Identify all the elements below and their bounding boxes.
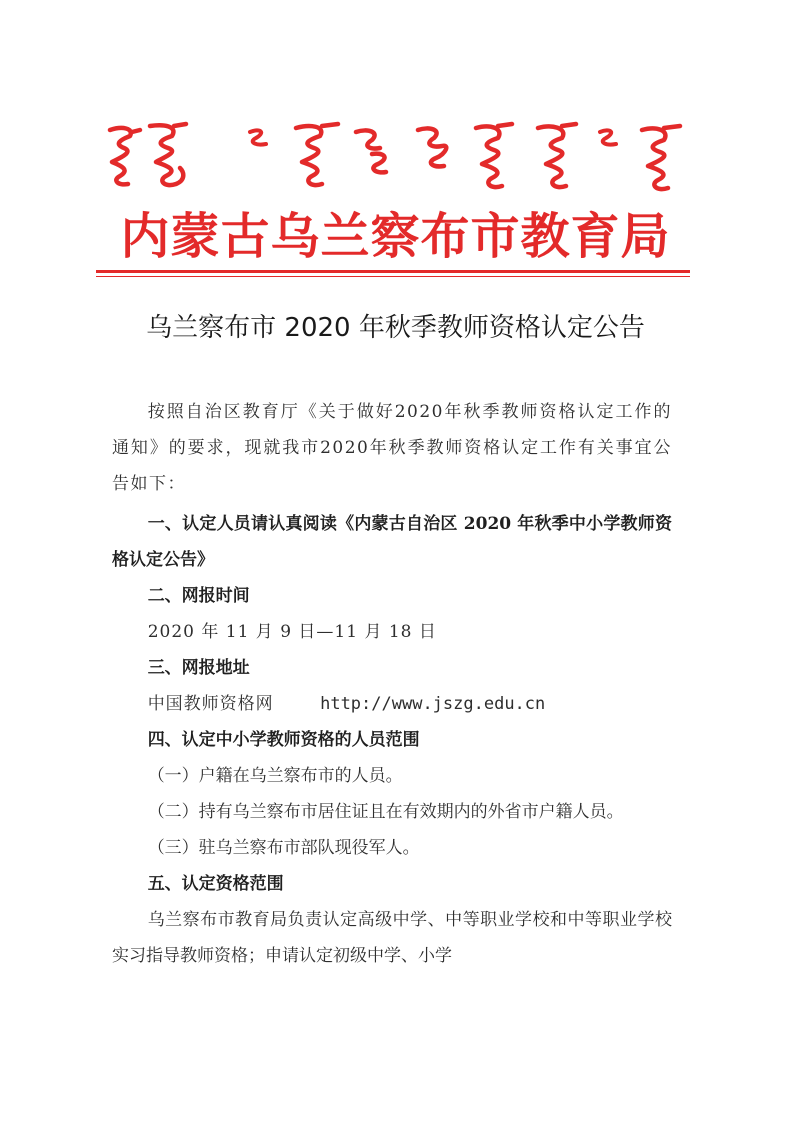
section-3-site-line	[112, 686, 672, 722]
letterhead-rule-thick	[96, 270, 690, 273]
section-5-heading: 五、认定资格范围	[147, 874, 284, 894]
section-4-heading: 四、认定中小学教师资格的人员范围	[147, 730, 420, 750]
site-url-link[interactable]: http://www.jszg.edu.cn	[320, 694, 546, 714]
section-2-content: 2020 年 11 月 9 日—11 月 18 日	[147, 622, 437, 642]
letterhead-rule-thin	[96, 276, 690, 277]
list-item: （二）持有乌兰察布市居住证且在有效期内的外省市户籍人员。	[147, 802, 624, 822]
list-item: （三）驻乌兰察布市部队现役军人。	[147, 838, 420, 858]
section-1-heading: 一、认定人员请认真阅读《内蒙古自治区 2020 年秋季中小学教师资格认定公告》	[112, 514, 672, 570]
list-item: （一）户籍在乌兰察布市的人员。	[147, 766, 403, 786]
section-2-heading: 二、网报时间	[147, 586, 250, 606]
section-5-content: 乌兰察布市教育局负责认定高级中学、中等职业学校和中等职业学校实习指导教师资格；申请认定初级中学、小学	[112, 910, 672, 966]
intro-paragraph: 按照自治区教育厅《关于做好2020年秋季教师资格认定工作的通知》的要求，现就我市2020年秋季教师资格认定工作有关事宜公告如下：	[112, 402, 672, 494]
site-name: 中国教师资格网	[147, 694, 274, 714]
notice-body	[112, 394, 672, 974]
agency-name: 内蒙古乌兰察布市教育局	[120, 207, 671, 265]
section-3-heading: 三、网报地址	[147, 658, 250, 678]
notice-title: 乌兰察布市 2020 年秋季教师资格认定公告	[146, 313, 645, 343]
mongolian-script-logo	[100, 118, 694, 200]
